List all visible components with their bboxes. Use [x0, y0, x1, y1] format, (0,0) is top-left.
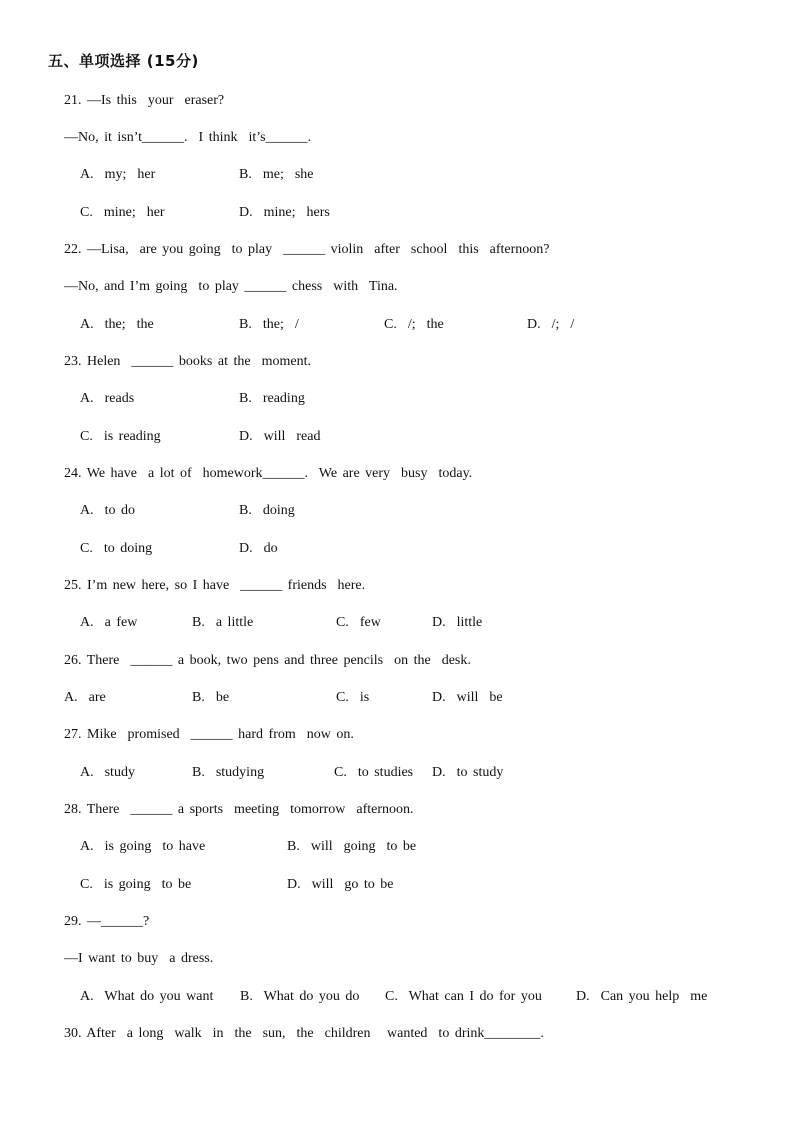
- question-22-stem: 22. —Lisa, are you going to play ______ violin after school this afternoon?: [64, 242, 550, 257]
- question-29-option-a: A. What do you want: [80, 989, 214, 1004]
- question-25-option-a: A. a few: [80, 615, 138, 630]
- question-23-option-d: D. will read: [239, 429, 321, 444]
- question-25-stem: 25. I’m new here, so I have ______ friends here.: [64, 578, 366, 593]
- question-24-option-b: B. doing: [239, 503, 295, 518]
- question-26-stem: 26. There ______ a book, two pens and three pencils on the desk.: [64, 653, 471, 668]
- question-23-option-c: C. is reading: [80, 429, 161, 444]
- question-25-option-b: B. a little: [192, 615, 254, 630]
- question-29-option-b: B. What do you do: [240, 989, 360, 1004]
- question-26-option-d: D. will be: [432, 690, 503, 705]
- question-27-option-d: D. to study: [432, 765, 504, 780]
- question-25-option-c: C. few: [336, 615, 381, 630]
- question-23-option-b: B. reading: [239, 391, 305, 406]
- question-28-option-b: B. will going to be: [287, 839, 417, 854]
- question-24-option-c: C. to doing: [80, 541, 153, 556]
- question-21-option-b: B. me; she: [239, 167, 314, 182]
- question-27-option-a: A. study: [80, 765, 135, 780]
- question-23-option-a: A. reads: [80, 391, 135, 406]
- question-22-option-c: C. /; the: [384, 317, 444, 332]
- question-26-option-c: C. is: [336, 690, 370, 705]
- question-21-option-a: A. my; her: [80, 167, 156, 182]
- question-29-option-d: D. Can you help me: [576, 989, 708, 1004]
- question-29-reply: —I want to buy a dress.: [64, 951, 214, 966]
- question-22-option-d: D. /; /: [527, 317, 575, 332]
- question-22-reply: —No, and I’m going to play ______ chess with Tina.: [64, 279, 398, 294]
- question-29-stem: 29. —______?: [64, 914, 150, 929]
- question-21-option-c: C. mine; her: [80, 205, 165, 220]
- question-22-option-b: B. the; /: [239, 317, 299, 332]
- question-24-stem: 24. We have a lot of homework______. We are very busy today.: [64, 466, 473, 481]
- question-28-option-d: D. will go to be: [287, 877, 394, 892]
- question-30-stem: 30. After a long walk in the sun, the children wanted to drink________.: [64, 1026, 544, 1041]
- question-26-option-b: B. be: [192, 690, 230, 705]
- question-25-option-d: D. little: [432, 615, 483, 630]
- question-28-stem: 28. There ______ a sports meeting tomorrow afternoon.: [64, 802, 414, 817]
- question-29-option-c: C. What can I do for you: [385, 989, 542, 1004]
- question-21-stem: 21. —Is this your eraser?: [64, 93, 225, 108]
- question-22-option-a: A. the; the: [80, 317, 154, 332]
- question-24-option-d: D. do: [239, 541, 278, 556]
- question-21-reply: —No, it isn’t______. I think it’s______.: [64, 130, 312, 145]
- question-27-option-b: B. studying: [192, 765, 265, 780]
- question-27-stem: 27. Mike promised ______ hard from now on.: [64, 727, 354, 742]
- question-21-option-d: D. mine; hers: [239, 205, 330, 220]
- question-28-option-a: A. is going to have: [80, 839, 206, 854]
- question-23-stem: 23. Helen ______ books at the moment.: [64, 354, 311, 369]
- question-27-option-c: C. to studies: [334, 765, 414, 780]
- question-26-option-a: A. are: [64, 690, 106, 705]
- question-24-option-a: A. to do: [80, 503, 135, 518]
- section-title: 五、单项选择 (15分): [48, 52, 199, 70]
- question-28-option-c: C. is going to be: [80, 877, 192, 892]
